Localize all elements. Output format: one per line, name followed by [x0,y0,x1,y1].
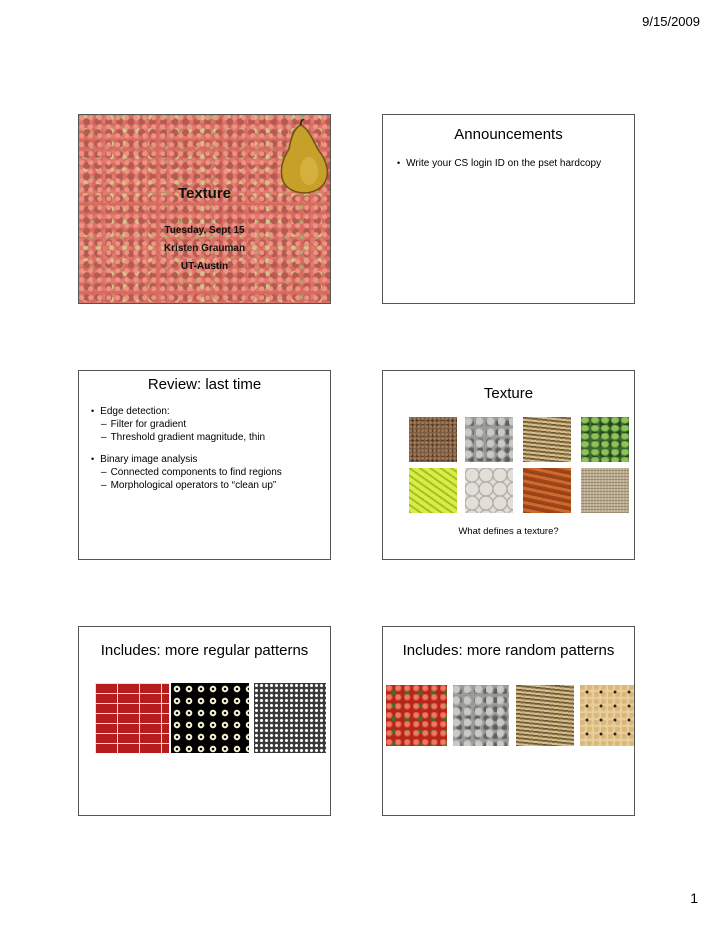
sub-bullet-item [91,466,320,479]
cracker-texture-image [580,685,635,746]
soil-texture-image [409,417,457,462]
page-number: 1 [690,890,698,906]
slide-announcements [382,114,635,304]
slide-review [78,370,331,560]
bullet-text: Edge detection: [100,406,170,417]
bullet-list [397,157,610,170]
bullet-text: Write your CS login ID on the pset hardcopy [406,158,602,169]
sub-bullet-text: Filter for gradient [110,419,187,430]
slide-heading: Announcements [454,126,563,143]
sub-bullet-item [91,479,320,492]
affiliation-line: UT-Austin [180,261,229,272]
slide-heading: Review: last time [147,376,262,393]
rock-texture-image [465,417,513,462]
slide-title-text: Texture [177,185,232,202]
berries-texture-image [386,685,447,746]
sub-bullet-item [91,418,320,431]
weave-texture-image [581,468,629,513]
header-date: 9/15/2009 [642,14,700,29]
wood-texture-image [523,468,571,513]
sub-bullet-text: Morphological operators to “clean up” [110,480,277,491]
slide-heading: Texture [483,385,534,402]
grid-texture-image [254,683,326,753]
slide-random-patterns [382,626,635,816]
straw-texture-image [523,417,571,462]
bullet-list [91,405,320,492]
slide-caption: What defines a texture? [458,526,559,537]
lime-texture-image [409,468,457,513]
sub-bullet-text: Connected components to find regions [110,467,282,478]
brick-texture-image [95,683,169,753]
straw-texture-image [516,685,574,746]
slide-texture-examples [382,370,635,560]
cracks-texture-image [465,468,513,513]
author-line: Kristen Grauman [163,243,246,254]
sub-bullet-item [91,431,320,444]
slide-title [78,114,331,304]
rock-texture-image [453,685,509,746]
slide-regular-patterns [78,626,331,816]
bullet-item [397,157,610,170]
bullet-item [91,405,320,418]
slide-heading: Includes: more random patterns [402,642,615,659]
sub-bullet-text: Threshold gradient magnitude, thin [110,432,266,443]
date-line: Tuesday, Sept 15 [164,225,245,236]
slide-heading: Includes: more regular patterns [100,642,309,659]
bullet-text: Binary image analysis [100,454,198,465]
bullet-item [91,453,320,466]
leaves-texture-image [581,417,629,462]
spacer [91,444,320,453]
dots-texture-image [171,683,249,753]
